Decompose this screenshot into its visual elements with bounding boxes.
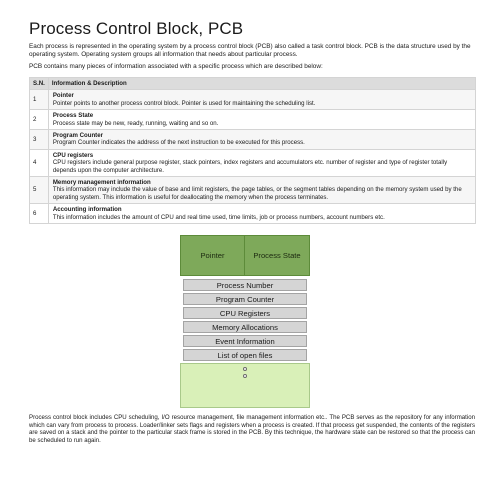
memory-allocations-field: Memory Allocations [183,321,307,333]
row-description [48,90,475,110]
row-text: This information includes the amount of CPU and real time used, time limits, job or process numbers, account numbers etc. [52,213,385,221]
row-text: Program Counter indicates the address of the next instruction to be executed for this process. [52,139,305,147]
row-title: CPU registers [52,151,94,159]
ellipsis-dot-icon [243,367,247,371]
pcb-diagram [180,235,310,408]
table-row [30,177,476,204]
table-row [30,149,476,176]
table-row [30,204,476,224]
row-sn: 1 [30,90,49,110]
row-sn: 3 [30,130,49,150]
row-sn: 6 [30,204,49,224]
pointer-cell: Pointer [181,236,245,275]
open-files-field: List of open files [183,349,307,361]
row-description [48,149,475,176]
table-row [30,90,476,110]
program-counter-field: Program Counter [183,293,307,305]
page-title: Process Control Block, PCB [29,19,244,38]
table-row [30,130,476,150]
table-row [30,110,476,130]
cpu-registers-field: CPU Registers [183,307,307,319]
pcb-info-table [29,77,476,224]
row-sn: 2 [30,110,49,130]
row-text: Process state may be new, ready, running, waiting and so on. [52,119,219,127]
row-text: Pointer points to another process control block. Pointer is used for maintaining the scheduling list. [52,99,316,107]
row-description [48,177,475,204]
row-description [48,130,475,150]
row-title: Pointer [52,92,74,100]
event-information-field: Event Information [183,335,307,347]
row-description [48,204,475,224]
row-description [48,110,475,130]
header-sn: S.N. [30,78,49,90]
ellipsis-dot-icon [243,374,247,378]
row-text: This information may include the value of base and limit registers, the page tables, or the segment tables depending on the memory system used by the operating system. This information is useful for deallocating the memory when the process terminates. [52,186,462,201]
footer-paragraph: Process control block includes CPU scheduling, I/O resource management, file management information etc.. The PCB serves as the repository for any information which can vary from process to process. Loader/linker sets flags and registers when a process is created. If that process get suspended, the contents of the registers are saved on a stack and the pointer to the particular stack frame is stored in the PCB. By this technique, the hardware state can be restored so that the process can be scheduled to run again. [29,414,475,445]
pcb-header-block [180,235,310,276]
pcb-continuation-block [180,363,310,408]
row-sn: 4 [30,149,49,176]
row-text: CPU registers include general purpose register, stack pointers, index registers and accumulators etc. number of register and type of register totally depends upon the computer architecture. [52,159,448,174]
row-title: Accounting information [52,206,122,214]
row-title: Process State [52,112,94,120]
row-sn: 5 [30,177,49,204]
table-header-row [30,78,476,90]
row-title: Memory management information [52,179,151,187]
row-title: Program Counter [52,132,103,140]
process-state-cell: Process State [253,251,301,260]
process-number-field: Process Number [183,279,307,291]
header-description: Information & Description [48,78,475,90]
lead-paragraph: PCB contains many pieces of information associated with a specific process which are described below: [29,63,323,70]
intro-paragraph: Each process is represented in the operating system by a process control block (PCB) also called a task control block. PCB is the data structure used by the operating system. Operating system groups all information that needs about particular process. [29,43,471,58]
